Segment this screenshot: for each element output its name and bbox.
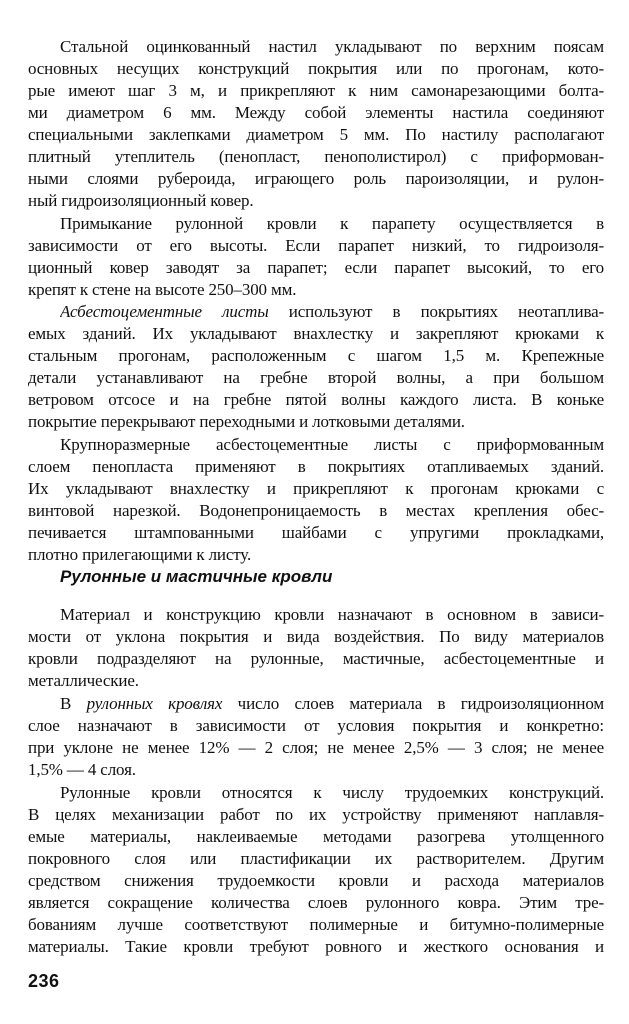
text-line: Асбестоцементные листы используют в покрытиях неотаплива- bbox=[60, 302, 604, 321]
text-line: 1,5% — 4 слоя. bbox=[28, 760, 136, 779]
text-line: ционный ковер заводят за парапет; если парапет высокий, то его bbox=[28, 258, 604, 277]
text-line: бованиям лучше соответствуют полимерные и битумно-полимерные bbox=[28, 915, 604, 934]
text-line: слоем пенопласта применяют в покрытиях отапливаемых зданий. bbox=[28, 457, 604, 476]
text-line: Примыкание рулонной кровли к парапету осуществляется в bbox=[60, 214, 604, 233]
text-line: металлические. bbox=[28, 671, 139, 690]
text-line: покрытие перекрывают переходными и лотковыми деталями. bbox=[28, 412, 465, 431]
section-heading: Рулонные и мастичные кровли bbox=[60, 567, 333, 586]
text-line: средством снижения трудоемкости кровли и расхода материалов bbox=[28, 871, 604, 890]
text-line: емые материалы, наклеиваемые методами разогрева утолщенного bbox=[28, 827, 604, 846]
text-line: винтовой нарезкой. Водонепроницаемость в местах крепления обес- bbox=[28, 501, 604, 520]
text-line: детали устанавливают на гребне второй волны, а при большом bbox=[28, 368, 604, 387]
text-line: Материал и конструкцию кровли назначают в основном в зависи- bbox=[60, 605, 604, 624]
text-line: слое назначают в зависимости от условия покрытия и конкретно: bbox=[28, 716, 604, 735]
text-line: кровли подразделяют на рулонные, мастичные, асбестоцементные и bbox=[28, 649, 604, 668]
text-line: основных несущих конструкций покрытия или по прогонам, кото- bbox=[28, 59, 604, 78]
text-line: ми диаметром 6 мм. Между собой элементы настила соединяют bbox=[28, 103, 604, 122]
text-line: является сокращение количества слоев рулонного ковра. Этим тре- bbox=[28, 893, 604, 912]
text-line: Рулонные кровли относятся к числу трудоемких конструкций. bbox=[60, 783, 604, 802]
text-line: ными слоями рубероида, играющего роль пароизоляции, и рулон- bbox=[28, 169, 604, 188]
page-number: 236 bbox=[28, 971, 60, 991]
text-line: специальными заклепками диаметром 5 мм. По настилу располагают bbox=[28, 125, 604, 144]
text-line: плитный утеплитель (пенопласт, пенополистирол) с приформован- bbox=[28, 147, 604, 166]
text-line: В целях механизации работ по их устройству применяют наплавля- bbox=[28, 805, 604, 824]
text-line: мости от уклона покрытия и вида воздействия. По виду материалов bbox=[28, 627, 604, 646]
text-line: рые имеют шаг 3 м, и прикрепляют к ним самонарезающими болта- bbox=[28, 81, 604, 100]
text-line: при уклоне не менее 12% — 2 слоя; не менее 2,5% — 3 слоя; не менее bbox=[28, 738, 604, 757]
emphasis-term: Асбестоцементные листы bbox=[60, 302, 269, 321]
text-line: зависимости от его высоты. Если парапет низкий, то гидроизоля- bbox=[28, 236, 604, 255]
text-line: плотно прилегающими к листу. bbox=[28, 545, 252, 564]
emphasis-term: рулонных кровлях bbox=[86, 694, 223, 713]
text-line: печивается штампованными шайбами с упругими прокладками, bbox=[28, 523, 604, 542]
text-line: стальным прогонам, расположенным с шагом 1,5 м. Крепежные bbox=[28, 346, 604, 365]
text-line: крепят к стене на высоте 250–300 мм. bbox=[28, 280, 297, 299]
text-line: Крупноразмерные асбестоцементные листы с приформованным bbox=[60, 435, 604, 454]
text-line: ный гидроизоляционный ковер. bbox=[28, 191, 254, 210]
text-line: Стальной оцинкованный настил укладывают по верхним поясам bbox=[60, 37, 604, 56]
text-line: материалы. Такие кровли требуют ровного и жесткого основания и bbox=[28, 937, 604, 956]
text-line: емых зданий. Их укладывают внахлестку и закрепляют крюками к bbox=[28, 324, 604, 343]
text-line: покровного слоя или пластификации их растворителем. Другим bbox=[28, 849, 604, 868]
text-line: ветровом отсосе и на гребне пятой волны каждого листа. В коньке bbox=[28, 390, 604, 409]
text-line: Их укладывают внахлестку и прикрепляют к прогонам крюками с bbox=[28, 479, 604, 498]
text-line: В рулонных кровлях число слоев материала в гидроизоляционном bbox=[60, 694, 604, 713]
